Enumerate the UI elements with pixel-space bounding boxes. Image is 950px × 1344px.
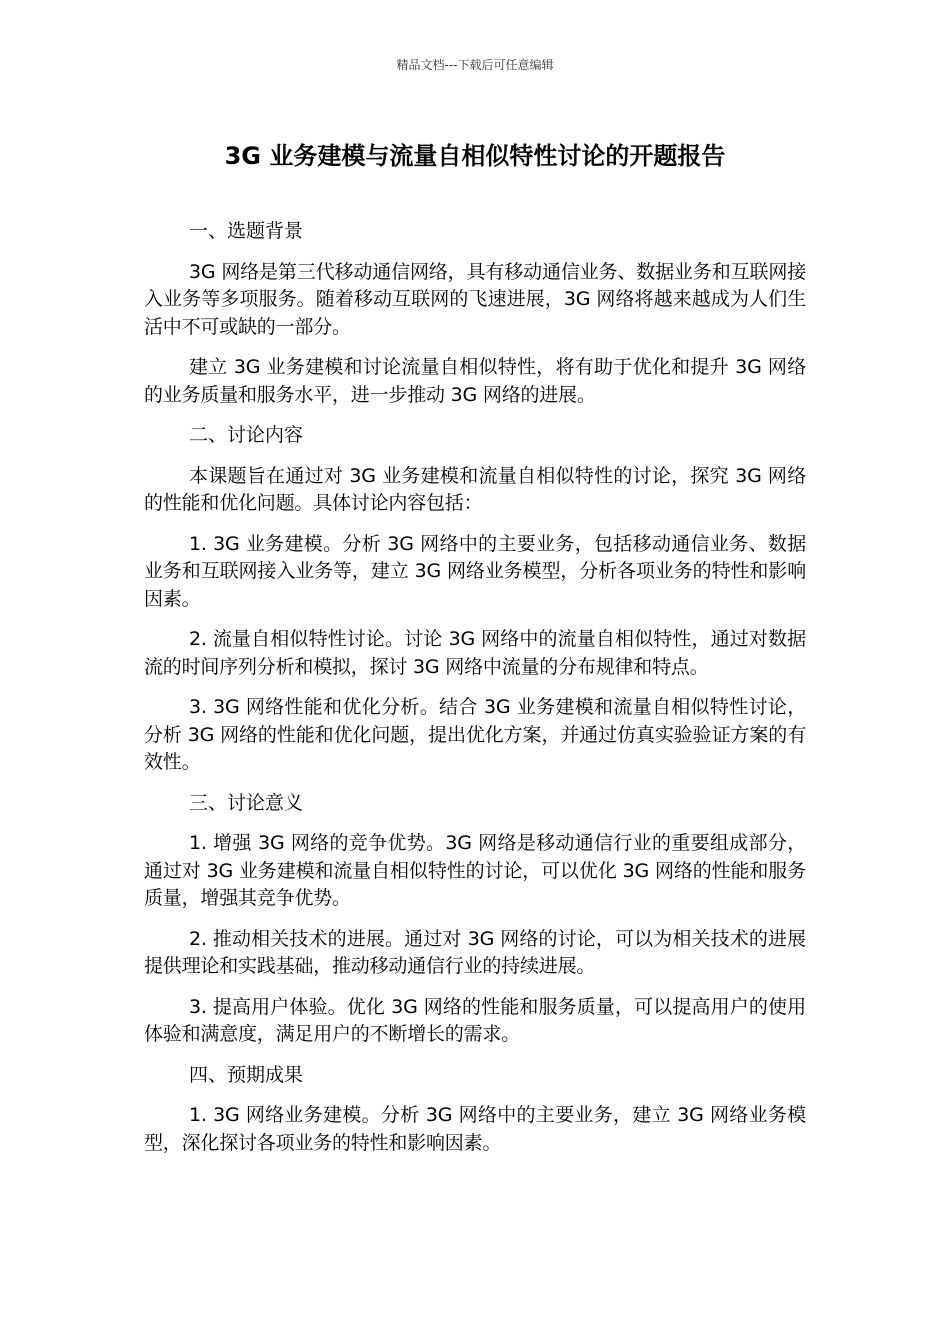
section-heading-significance: 三、讨论意义 xyxy=(189,791,304,814)
paragraph: 2. 推动相关技术的进展。通过对 3G 网络的讨论，可以为相关技术的进展提供理论和实践基础，推动移动通信行业的持续进展。 xyxy=(144,927,806,977)
paragraph: 3. 提高用户体验。优化 3G 网络的性能和服务质量，可以提高用户的使用体验和满意度，满足用户的不断增长的需求。 xyxy=(144,995,806,1045)
paragraph: 3G 网络是第三代移动通信网络，具有移动通信业务、数据业务和互联网接入业务等多项服务。随着移动互联网的飞速进展，3G 网络将越来越成为人们生活中不可或缺的一部分。 xyxy=(144,260,806,338)
paragraph: 1. 3G 业务建模。分析 3G 网络中的主要业务，包括移动通信业务、数据业务和互联网接入业务等，建立 3G 网络业务模型，分析各项业务的特性和影响因素。 xyxy=(144,532,806,610)
paragraph: 1. 3G 网络业务建模。分析 3G 网络中的主要业务，建立 3G 网络业务模型，深化探讨各项业务的特性和影响因素。 xyxy=(144,1104,806,1154)
document-title: 3G 业务建模与流量自相似特性讨论的开题报告 xyxy=(224,142,726,170)
paragraph: 1. 增强 3G 网络的竞争优势。3G 网络是移动通信行业的重要组成部分，通过对 3G 业务建模和流量自相似特性的讨论，可以优化 3G 网络的性能和服务质量，增强其竞争优势。 xyxy=(144,832,806,909)
paragraph: 建立 3G 业务建模和讨论流量自相似特性，将有助于优化和提升 3G 网络的业务质量和服务水平，进一步推动 3G 网络的进展。 xyxy=(144,356,806,406)
paragraph: 3. 3G 网络性能和优化分析。结合 3G 业务建模和流量自相似特性讨论，分析 3G 网络的性能和优化问题，提出优化方案，并通过仿真实验验证方案的有效性。 xyxy=(144,696,806,773)
section-heading-content: 二、讨论内容 xyxy=(189,424,304,446)
section-heading-background: 一、选题背景 xyxy=(189,220,304,242)
section-heading-expected-results: 四、预期成果 xyxy=(189,1063,304,1086)
header-note: 精品文档---下载后可任意编辑 xyxy=(396,58,554,72)
paragraph: 2. 流量自相似特性讨论。讨论 3G 网络中的流量自相似特性，通过对数据流的时间序列分析和模拟，探讨 3G 网络中流量的分布规律和特点。 xyxy=(144,628,806,678)
paragraph: 本课题旨在通过对 3G 业务建模和流量自相似特性的讨论，探究 3G 网络的性能和优化问题。具体讨论内容包括： xyxy=(144,464,806,514)
document-body xyxy=(144,218,806,1170)
